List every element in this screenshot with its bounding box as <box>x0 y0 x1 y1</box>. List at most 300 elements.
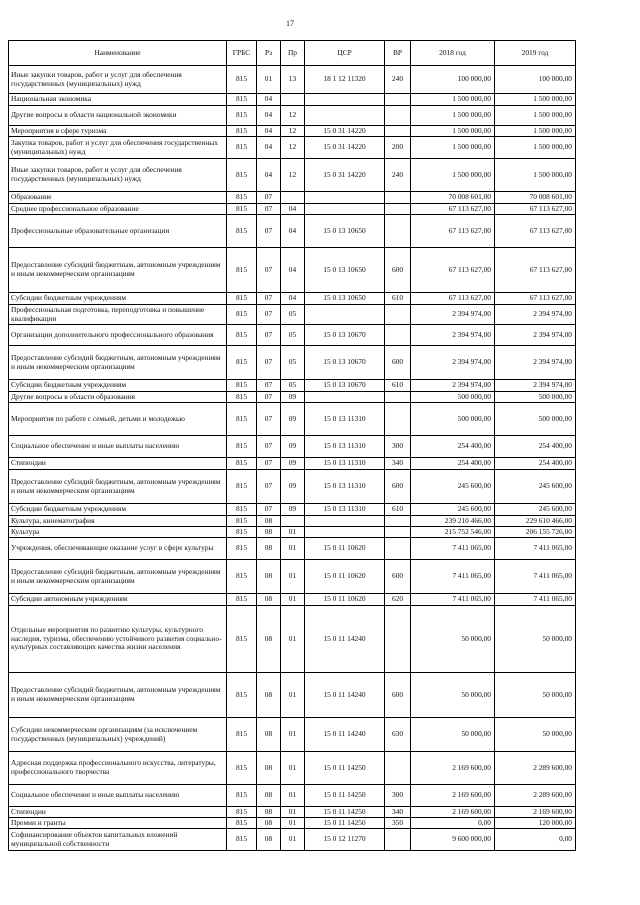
cell-grbs: 815 <box>227 325 257 346</box>
cell-vr <box>385 325 411 346</box>
cell-csr: 15 0 31 14220 <box>305 126 385 137</box>
cell-y2019: 7 411 065,00 <box>495 594 576 606</box>
cell-y2018: 2 394 974,00 <box>411 325 495 346</box>
table-row <box>9 752 576 785</box>
table-header-row <box>9 41 576 66</box>
cell-csr: 15 0 13 10670 <box>305 346 385 380</box>
table-row <box>9 392 576 403</box>
cell-y2019: 0,00 <box>495 829 576 851</box>
cell-name: Субсидии автономным учреждениям <box>9 594 227 606</box>
cell-vr: 610 <box>385 380 411 392</box>
cell-y2018: 2 169 600,00 <box>411 752 495 785</box>
table-row <box>9 305 576 325</box>
cell-csr: 15 0 11 10620 <box>305 538 385 560</box>
cell-pr: 05 <box>281 380 305 392</box>
cell-rz: 07 <box>257 470 281 504</box>
cell-y2018: 2 169 600,00 <box>411 807 495 818</box>
cell-y2018: 67 113 627,00 <box>411 215 495 248</box>
cell-csr <box>305 192 385 204</box>
cell-name: Предоставление субсидий бюджетным, автономным учреждениям и иным некоммерческим организациям <box>9 248 227 293</box>
cell-csr: 15 0 11 14250 <box>305 807 385 818</box>
cell-vr <box>385 752 411 785</box>
cell-vr <box>385 829 411 851</box>
table-row <box>9 159 576 192</box>
cell-y2018: 50 000,00 <box>411 718 495 752</box>
table-row <box>9 504 576 516</box>
cell-vr: 630 <box>385 718 411 752</box>
cell-rz: 04 <box>257 159 281 192</box>
cell-grbs: 815 <box>227 159 257 192</box>
cell-grbs: 815 <box>227 470 257 504</box>
table-row <box>9 458 576 470</box>
cell-name: Мероприятия в сфере туризма <box>9 126 227 137</box>
cell-y2018: 70 008 601,00 <box>411 192 495 204</box>
cell-name: Иные закупки товаров, работ и услуг для обеспечения государственных (муниципальных) нужд <box>9 66 227 94</box>
cell-name: Предоставление субсидий бюджетным, автономным учреждениям и иным некоммерческим организациям <box>9 346 227 380</box>
cell-y2018: 7 411 065,00 <box>411 538 495 560</box>
cell-y2018: 2 169 600,00 <box>411 785 495 807</box>
cell-rz: 07 <box>257 436 281 458</box>
cell-y2019: 1 500 000,00 <box>495 137 576 159</box>
cell-name: Отдельные мероприятия по развитию культуры, культурного наследия, туризма, обеспечению устойчивого развития социально-культурных составляющих качества жизни населения <box>9 606 227 673</box>
cell-csr: 15 0 12 11270 <box>305 829 385 851</box>
cell-pr: 12 <box>281 126 305 137</box>
cell-y2019: 254 400,00 <box>495 458 576 470</box>
cell-pr: 01 <box>281 527 305 538</box>
cell-vr <box>385 192 411 204</box>
col-header-2019: 2019 год <box>495 41 576 66</box>
cell-csr: 15 0 13 10650 <box>305 215 385 248</box>
cell-pr: 12 <box>281 137 305 159</box>
table-row <box>9 829 576 851</box>
cell-grbs: 815 <box>227 594 257 606</box>
cell-grbs: 815 <box>227 807 257 818</box>
cell-vr <box>385 215 411 248</box>
cell-pr <box>281 516 305 527</box>
cell-rz: 04 <box>257 106 281 126</box>
cell-csr: 15 0 11 10620 <box>305 594 385 606</box>
cell-y2018: 500 000,00 <box>411 403 495 436</box>
cell-vr: 600 <box>385 248 411 293</box>
cell-y2019: 2 394 974,00 <box>495 325 576 346</box>
col-header-csr: ЦСР <box>305 41 385 66</box>
cell-pr: 01 <box>281 673 305 718</box>
cell-name: Субсидии бюджетным учреждениям <box>9 504 227 516</box>
cell-y2019: 100 000,00 <box>495 66 576 94</box>
cell-name: Культура, кинематография <box>9 516 227 527</box>
col-header-vr: ВР <box>385 41 411 66</box>
cell-vr <box>385 204 411 215</box>
cell-pr: 09 <box>281 403 305 436</box>
table-row <box>9 66 576 94</box>
cell-name: Организации дополнительного профессионального образования <box>9 325 227 346</box>
table-row <box>9 538 576 560</box>
cell-grbs: 815 <box>227 458 257 470</box>
cell-y2018: 9 600 000,00 <box>411 829 495 851</box>
cell-y2018: 1 500 000,00 <box>411 106 495 126</box>
cell-grbs: 815 <box>227 204 257 215</box>
cell-name: Предоставление субсидий бюджетным, автономным учреждениям и иным некоммерческим организациям <box>9 470 227 504</box>
cell-csr <box>305 527 385 538</box>
cell-csr: 15 0 13 11310 <box>305 504 385 516</box>
col-header-name: Наименование <box>9 41 227 66</box>
cell-name: Стипендии <box>9 458 227 470</box>
cell-csr <box>305 516 385 527</box>
cell-vr <box>385 403 411 436</box>
cell-pr: 01 <box>281 818 305 829</box>
cell-y2019: 67 113 627,00 <box>495 293 576 305</box>
cell-vr: 200 <box>385 137 411 159</box>
cell-y2018: 0,00 <box>411 818 495 829</box>
cell-y2018: 50 000,00 <box>411 606 495 673</box>
table-row <box>9 807 576 818</box>
cell-csr: 15 0 13 10650 <box>305 293 385 305</box>
table-row <box>9 673 576 718</box>
cell-csr <box>305 305 385 325</box>
cell-rz: 08 <box>257 752 281 785</box>
cell-grbs: 815 <box>227 504 257 516</box>
cell-rz: 08 <box>257 527 281 538</box>
table-row <box>9 527 576 538</box>
cell-name: Социальное обеспечение и иные выплаты населению <box>9 785 227 807</box>
cell-grbs: 815 <box>227 215 257 248</box>
cell-csr: 15 0 13 11310 <box>305 436 385 458</box>
cell-vr: 610 <box>385 504 411 516</box>
table-row <box>9 403 576 436</box>
cell-csr: 15 0 11 14250 <box>305 752 385 785</box>
cell-name: Учреждения, обеспечивающие оказание услуг в сфере культуры <box>9 538 227 560</box>
cell-name: Профессиональные образовательные организации <box>9 215 227 248</box>
cell-grbs: 815 <box>227 106 257 126</box>
cell-rz: 08 <box>257 807 281 818</box>
cell-y2019: 500 000,00 <box>495 392 576 403</box>
cell-pr: 09 <box>281 392 305 403</box>
cell-csr <box>305 106 385 126</box>
cell-rz: 07 <box>257 380 281 392</box>
cell-grbs: 815 <box>227 560 257 594</box>
cell-csr: 15 0 13 11310 <box>305 470 385 504</box>
cell-y2019: 2 289 600,00 <box>495 752 576 785</box>
cell-vr: 600 <box>385 673 411 718</box>
cell-vr: 350 <box>385 818 411 829</box>
cell-rz: 07 <box>257 248 281 293</box>
table-row <box>9 346 576 380</box>
cell-y2019: 50 000,00 <box>495 718 576 752</box>
cell-grbs: 815 <box>227 818 257 829</box>
cell-y2018: 245 600,00 <box>411 504 495 516</box>
cell-y2019: 50 000,00 <box>495 606 576 673</box>
cell-pr: 04 <box>281 204 305 215</box>
table-row <box>9 204 576 215</box>
cell-rz: 08 <box>257 829 281 851</box>
table-row <box>9 215 576 248</box>
cell-pr <box>281 94 305 106</box>
table-row <box>9 718 576 752</box>
cell-y2018: 1 500 000,00 <box>411 94 495 106</box>
cell-csr <box>305 204 385 215</box>
cell-csr: 15 0 31 14220 <box>305 137 385 159</box>
cell-y2018: 500 000,00 <box>411 392 495 403</box>
cell-rz: 07 <box>257 325 281 346</box>
cell-rz: 08 <box>257 560 281 594</box>
cell-pr: 04 <box>281 215 305 248</box>
cell-pr: 01 <box>281 594 305 606</box>
cell-vr <box>385 606 411 673</box>
cell-csr: 15 0 11 14240 <box>305 673 385 718</box>
cell-grbs: 815 <box>227 606 257 673</box>
cell-grbs: 815 <box>227 126 257 137</box>
cell-csr: 15 0 13 10650 <box>305 248 385 293</box>
cell-vr: 340 <box>385 458 411 470</box>
table-row <box>9 126 576 137</box>
cell-grbs: 815 <box>227 752 257 785</box>
cell-vr <box>385 392 411 403</box>
cell-grbs: 815 <box>227 527 257 538</box>
cell-name: Другие вопросы в области национальной экономики <box>9 106 227 126</box>
table-row <box>9 606 576 673</box>
cell-y2019: 70 008 601,00 <box>495 192 576 204</box>
cell-rz: 08 <box>257 718 281 752</box>
cell-y2019: 245 600,00 <box>495 504 576 516</box>
cell-name: Национальная экономика <box>9 94 227 106</box>
cell-grbs: 815 <box>227 718 257 752</box>
cell-vr <box>385 94 411 106</box>
cell-name: Культура <box>9 527 227 538</box>
table-row <box>9 436 576 458</box>
cell-y2019: 2 169 600,00 <box>495 807 576 818</box>
cell-name: Стипендии <box>9 807 227 818</box>
cell-vr: 620 <box>385 594 411 606</box>
cell-y2018: 50 000,00 <box>411 673 495 718</box>
cell-y2019: 254 400,00 <box>495 436 576 458</box>
cell-grbs: 815 <box>227 392 257 403</box>
cell-pr: 01 <box>281 538 305 560</box>
cell-pr: 01 <box>281 560 305 594</box>
cell-name: Мероприятия по работе с семьей, детьми и молодежью <box>9 403 227 436</box>
cell-y2018: 7 411 065,00 <box>411 594 495 606</box>
cell-vr: 600 <box>385 470 411 504</box>
cell-y2019: 67 113 627,00 <box>495 215 576 248</box>
cell-y2019: 50 000,00 <box>495 673 576 718</box>
cell-rz: 07 <box>257 504 281 516</box>
table-row <box>9 137 576 159</box>
cell-y2019: 245 600,00 <box>495 470 576 504</box>
cell-pr: 09 <box>281 504 305 516</box>
cell-y2018: 67 113 627,00 <box>411 293 495 305</box>
cell-pr: 01 <box>281 829 305 851</box>
cell-grbs: 815 <box>227 673 257 718</box>
cell-y2018: 2 394 974,00 <box>411 305 495 325</box>
cell-rz: 07 <box>257 392 281 403</box>
page-number: 17 <box>286 19 294 28</box>
cell-y2019: 2 394 974,00 <box>495 380 576 392</box>
table-row <box>9 594 576 606</box>
cell-y2019: 206 155 726,00 <box>495 527 576 538</box>
cell-grbs: 815 <box>227 137 257 159</box>
cell-vr <box>385 126 411 137</box>
cell-y2018: 245 600,00 <box>411 470 495 504</box>
cell-rz: 04 <box>257 126 281 137</box>
cell-csr: 15 0 13 11310 <box>305 403 385 436</box>
cell-pr: 01 <box>281 785 305 807</box>
table-row <box>9 470 576 504</box>
cell-pr: 12 <box>281 106 305 126</box>
table-row <box>9 516 576 527</box>
cell-pr: 05 <box>281 325 305 346</box>
cell-rz: 07 <box>257 458 281 470</box>
cell-pr: 01 <box>281 807 305 818</box>
cell-vr <box>385 106 411 126</box>
cell-name: Субсидии бюджетным учреждениям <box>9 293 227 305</box>
cell-y2018: 67 113 627,00 <box>411 248 495 293</box>
cell-y2019: 1 500 000,00 <box>495 106 576 126</box>
cell-y2018: 100 000,00 <box>411 66 495 94</box>
col-header-2018: 2018 год <box>411 41 495 66</box>
cell-rz: 08 <box>257 673 281 718</box>
cell-y2019: 7 411 065,00 <box>495 560 576 594</box>
cell-vr: 600 <box>385 346 411 380</box>
cell-y2019: 2 394 974,00 <box>495 346 576 380</box>
cell-rz: 07 <box>257 192 281 204</box>
cell-vr: 240 <box>385 159 411 192</box>
cell-pr: 01 <box>281 606 305 673</box>
table-row <box>9 192 576 204</box>
cell-csr: 15 0 31 14220 <box>305 159 385 192</box>
cell-rz: 08 <box>257 785 281 807</box>
table-row <box>9 106 576 126</box>
cell-name: Субсидии бюджетным учреждениям <box>9 380 227 392</box>
cell-rz: 08 <box>257 538 281 560</box>
cell-pr: 09 <box>281 470 305 504</box>
cell-grbs: 815 <box>227 192 257 204</box>
cell-name: Иные закупки товаров, работ и услуг для обеспечения государственных (муниципальных) нужд <box>9 159 227 192</box>
cell-pr: 09 <box>281 458 305 470</box>
cell-y2019: 7 411 065,00 <box>495 538 576 560</box>
cell-csr: 15 0 11 14240 <box>305 718 385 752</box>
cell-y2019: 500 000,00 <box>495 403 576 436</box>
cell-y2018: 1 500 000,00 <box>411 159 495 192</box>
cell-pr: 05 <box>281 305 305 325</box>
cell-vr: 600 <box>385 560 411 594</box>
cell-y2019: 1 500 000,00 <box>495 126 576 137</box>
cell-pr: 04 <box>281 248 305 293</box>
cell-grbs: 815 <box>227 403 257 436</box>
cell-grbs: 815 <box>227 305 257 325</box>
cell-y2018: 2 394 974,00 <box>411 346 495 380</box>
cell-pr: 09 <box>281 436 305 458</box>
cell-y2018: 67 113 627,00 <box>411 204 495 215</box>
table-row <box>9 785 576 807</box>
cell-y2018: 239 210 466,00 <box>411 516 495 527</box>
cell-rz: 04 <box>257 137 281 159</box>
cell-name: Закупка товаров, работ и услуг для обеспечения государственных (муниципальных) нужд <box>9 137 227 159</box>
cell-y2018: 215 752 546,00 <box>411 527 495 538</box>
cell-csr: 15 0 11 14250 <box>305 818 385 829</box>
cell-rz: 07 <box>257 204 281 215</box>
cell-pr <box>281 192 305 204</box>
cell-y2018: 7 411 065,00 <box>411 560 495 594</box>
cell-vr <box>385 516 411 527</box>
cell-csr: 15 0 13 10670 <box>305 325 385 346</box>
cell-y2018: 254 400,00 <box>411 436 495 458</box>
cell-y2018: 254 400,00 <box>411 458 495 470</box>
table-row <box>9 325 576 346</box>
cell-vr <box>385 538 411 560</box>
col-header-pr: Пр <box>281 41 305 66</box>
cell-grbs: 815 <box>227 248 257 293</box>
cell-grbs: 815 <box>227 94 257 106</box>
cell-rz: 01 <box>257 66 281 94</box>
col-header-grbs: ГРБС <box>227 41 257 66</box>
cell-y2018: 1 500 000,00 <box>411 137 495 159</box>
cell-grbs: 815 <box>227 66 257 94</box>
cell-rz: 08 <box>257 818 281 829</box>
cell-pr: 01 <box>281 752 305 785</box>
cell-name: Другие вопросы в области образования <box>9 392 227 403</box>
cell-name: Премии и гранты <box>9 818 227 829</box>
cell-rz: 08 <box>257 594 281 606</box>
cell-vr: 300 <box>385 436 411 458</box>
cell-rz: 08 <box>257 606 281 673</box>
cell-pr: 05 <box>281 346 305 380</box>
cell-pr: 13 <box>281 66 305 94</box>
cell-csr: 15 0 11 14240 <box>305 606 385 673</box>
cell-vr: 610 <box>385 293 411 305</box>
cell-grbs: 815 <box>227 516 257 527</box>
cell-y2019: 67 113 627,00 <box>495 248 576 293</box>
cell-rz: 04 <box>257 94 281 106</box>
cell-name: Социальное обеспечение и иные выплаты населению <box>9 436 227 458</box>
cell-name: Среднее профессиональное образование <box>9 204 227 215</box>
cell-y2019: 1 500 000,00 <box>495 94 576 106</box>
table-row <box>9 380 576 392</box>
cell-grbs: 815 <box>227 829 257 851</box>
cell-csr: 15 0 13 10670 <box>305 380 385 392</box>
cell-name: Адресная поддержка профессионального искусства, литературы, профессионального творчества <box>9 752 227 785</box>
cell-rz: 07 <box>257 305 281 325</box>
cell-grbs: 815 <box>227 785 257 807</box>
cell-name: Образование <box>9 192 227 204</box>
cell-vr <box>385 305 411 325</box>
cell-name: Профессиональная подготовка, переподготовка и повышение квалификации <box>9 305 227 325</box>
cell-name: Субсидии некоммерческим организациям (за исключением государственных (муниципальных) учреждений) <box>9 718 227 752</box>
cell-csr <box>305 392 385 403</box>
table-row <box>9 818 576 829</box>
cell-name: Предоставление субсидий бюджетным, автономным учреждениям и иным некоммерческим организациям <box>9 673 227 718</box>
cell-vr <box>385 527 411 538</box>
cell-y2018: 1 500 000,00 <box>411 126 495 137</box>
cell-y2019: 1 500 000,00 <box>495 159 576 192</box>
cell-name: Предоставление субсидий бюджетным, автономным учреждениям и иным некоммерческим организациям <box>9 560 227 594</box>
cell-vr: 240 <box>385 66 411 94</box>
cell-y2019: 2 289 600,00 <box>495 785 576 807</box>
cell-csr: 18 1 12 11320 <box>305 66 385 94</box>
cell-grbs: 815 <box>227 436 257 458</box>
cell-rz: 07 <box>257 215 281 248</box>
cell-pr: 04 <box>281 293 305 305</box>
cell-grbs: 815 <box>227 538 257 560</box>
cell-csr: 15 0 13 11310 <box>305 458 385 470</box>
table-row <box>9 94 576 106</box>
col-header-rz: Рз <box>257 41 281 66</box>
table-row <box>9 248 576 293</box>
cell-pr: 12 <box>281 159 305 192</box>
cell-grbs: 815 <box>227 380 257 392</box>
cell-rz: 07 <box>257 403 281 436</box>
cell-rz: 08 <box>257 516 281 527</box>
cell-y2019: 2 394 974,00 <box>495 305 576 325</box>
cell-name: Софинансирование объектов капитальных вложений муниципальной собственности <box>9 829 227 851</box>
